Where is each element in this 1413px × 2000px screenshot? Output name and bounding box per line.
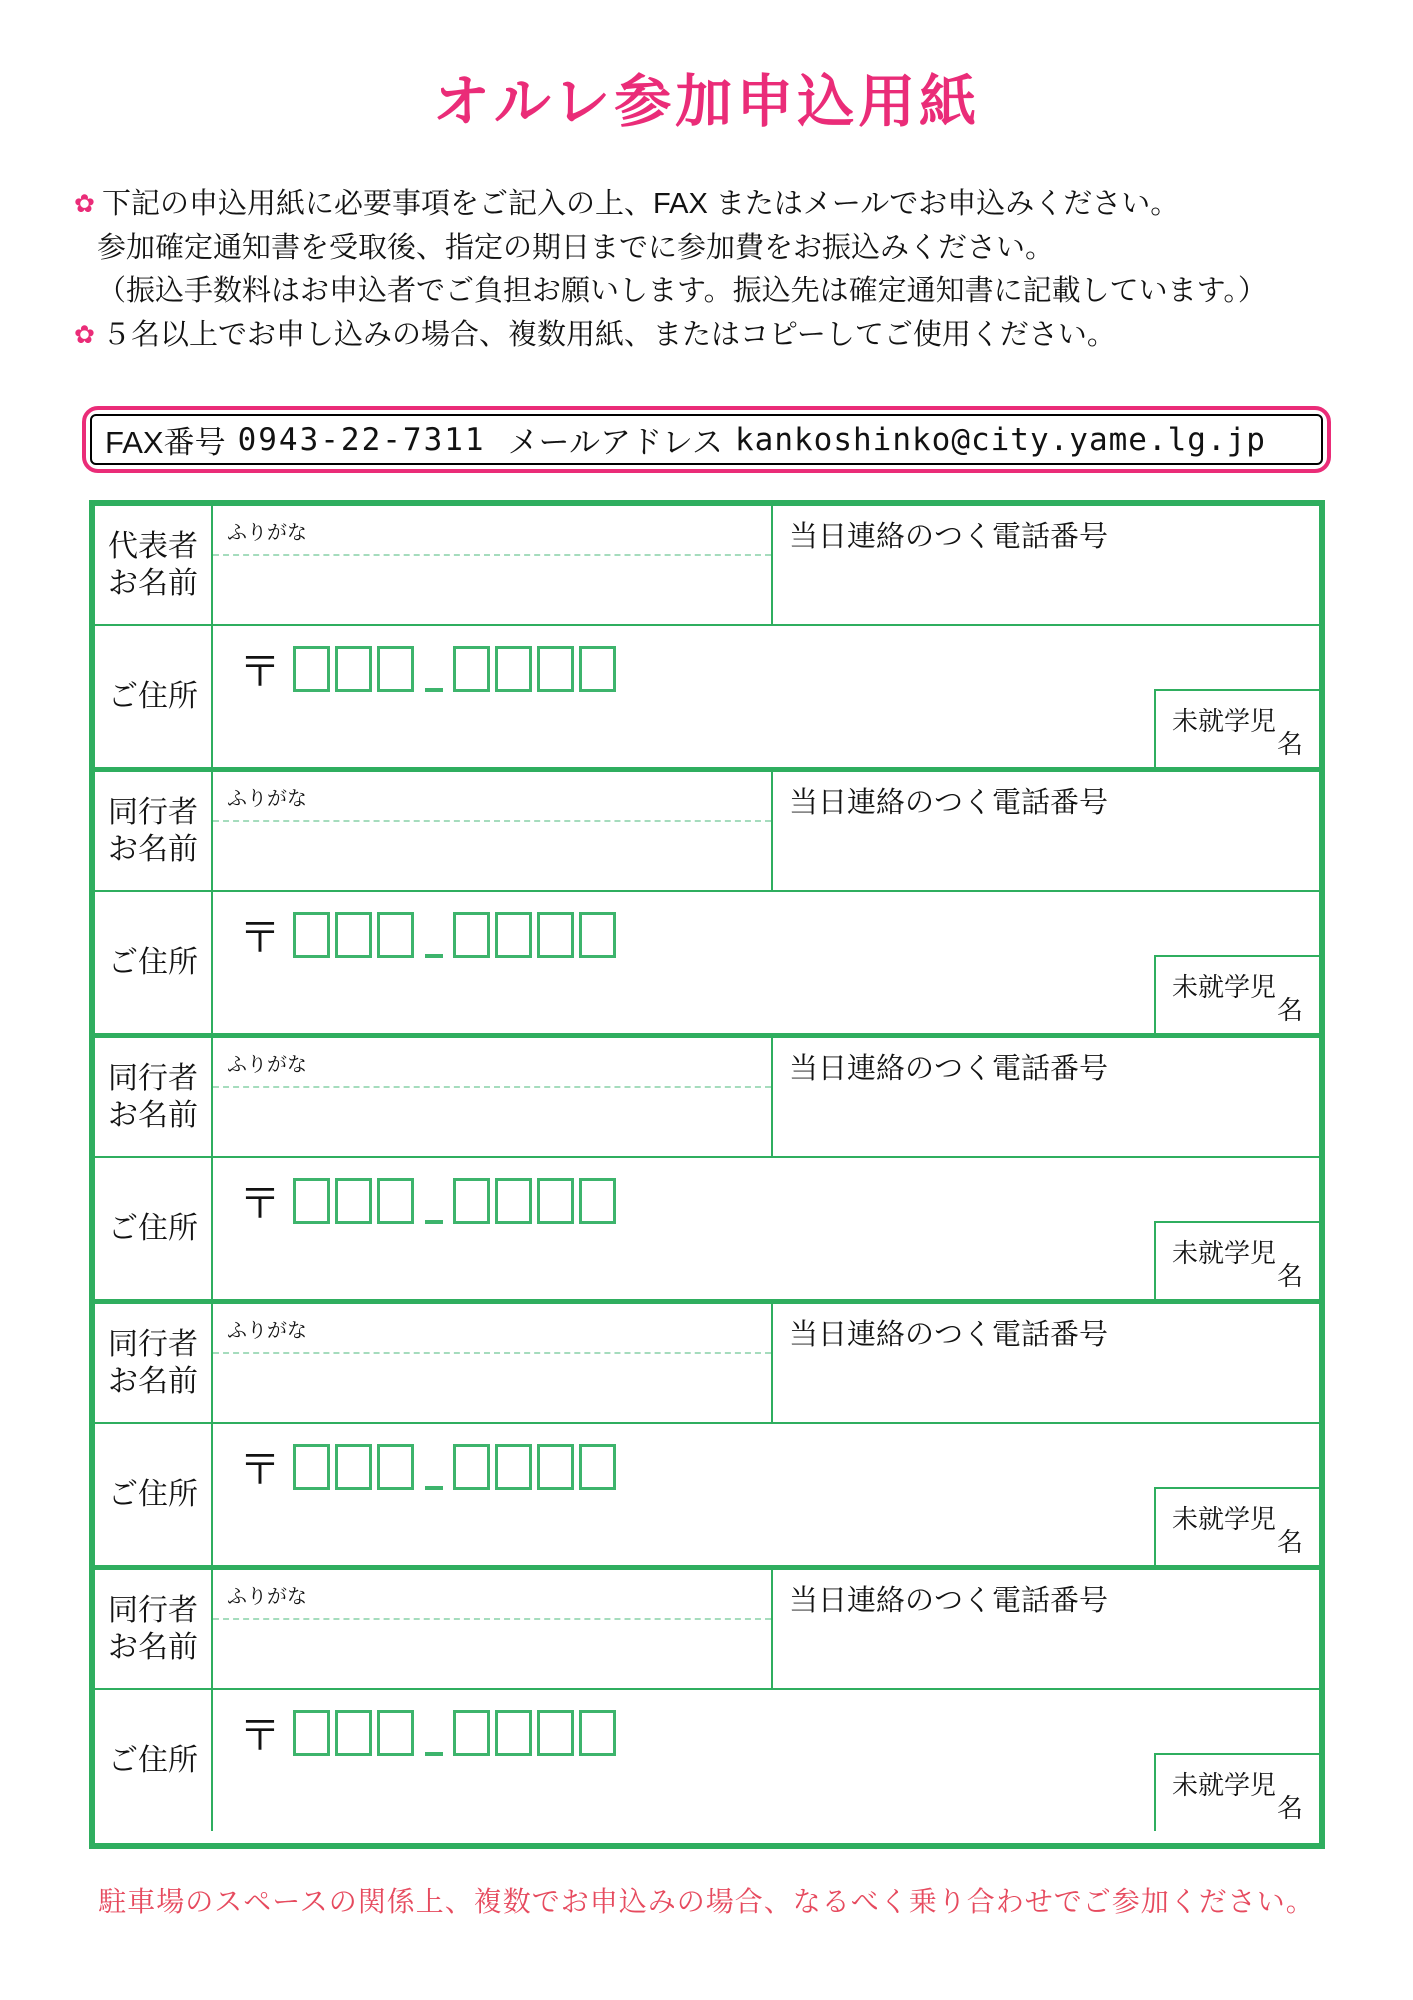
phone-label: 当日連絡のつく電話番号 (789, 787, 1109, 819)
applicant-block (95, 1299, 1319, 1565)
postal-code-box[interactable] (335, 646, 372, 692)
postal-code-box[interactable] (453, 646, 490, 692)
preschool-unit-label: 名 (1276, 1261, 1303, 1291)
intro-line (74, 314, 1334, 358)
preschool-unit-label: 名 (1276, 1793, 1303, 1823)
flower-bullet-icon: ✿ (74, 320, 95, 349)
role-name-label (95, 1304, 213, 1422)
applicant-block (95, 1565, 1319, 1831)
name-row (95, 772, 1319, 892)
address-label: ご住所 (95, 1424, 213, 1565)
postal-code-box[interactable] (537, 1444, 574, 1490)
furigana-label: ふりがな (227, 1320, 307, 1342)
name-row (95, 1304, 1319, 1424)
phone-label: 当日連絡のつく電話番号 (789, 521, 1109, 553)
address-row (95, 892, 1319, 1033)
phone-input-cell[interactable] (773, 506, 1319, 624)
postal-code-box[interactable] (579, 1710, 616, 1756)
postal-mark: 〒 (239, 1711, 282, 1759)
preschool-label: 未就学児 (1172, 1504, 1277, 1534)
fax-label: FAX番号 (105, 425, 226, 460)
address-input-cell[interactable] (213, 1424, 1319, 1565)
role-label-line1: 代表者 (108, 530, 198, 563)
preschool-count-box[interactable] (1154, 1221, 1319, 1299)
postal-dash (425, 688, 443, 692)
name-row (95, 1038, 1319, 1158)
name-row (95, 506, 1319, 626)
postal-code-box[interactable] (293, 1178, 330, 1224)
furigana-rule-line (213, 1618, 771, 1620)
postal-code-box[interactable] (377, 646, 414, 692)
flower-bullet-icon: ✿ (74, 190, 95, 218)
name-input-cell[interactable] (213, 1038, 773, 1156)
intro-text: 下記の申込用紙に必要事項をご記入の上、FAX またはメールでお申込みください。 (102, 188, 1180, 220)
fax-number: 0943-22-7311 (237, 421, 486, 458)
postal-code-box[interactable] (335, 1444, 372, 1490)
role-label-line1: 同行者 (108, 1328, 198, 1361)
postal-code-box[interactable] (453, 912, 490, 958)
address-row (95, 1158, 1319, 1299)
role-label-line1: 同行者 (108, 1062, 198, 1095)
name-input-cell[interactable] (213, 772, 773, 890)
role-label-line1: 同行者 (108, 1594, 198, 1627)
address-input-cell[interactable] (213, 1690, 1319, 1831)
address-label: ご住所 (95, 1158, 213, 1299)
parking-note: 駐車場のスペースの関係上、複数でお申込みの場合、なるべく乗り合わせでご参加ください。 (98, 1886, 1315, 1917)
name-row (95, 1570, 1319, 1690)
postal-code-box[interactable] (579, 912, 616, 958)
intro-line (74, 227, 1334, 271)
role-name-label (95, 1570, 213, 1688)
postal-code-box[interactable] (453, 1178, 490, 1224)
preschool-label: 未就学児 (1172, 1238, 1277, 1268)
postal-mark: 〒 (239, 1445, 282, 1493)
role-label-line2: お名前 (108, 567, 198, 600)
address-label: ご住所 (95, 1690, 213, 1831)
phone-label: 当日連絡のつく電話番号 (789, 1319, 1109, 1351)
applicant-block (95, 506, 1319, 767)
postal-code-box[interactable] (293, 1710, 330, 1756)
email-address: kankoshinko@city.yame.lg.jp (735, 421, 1266, 458)
postal-dash (425, 1220, 443, 1224)
postal-code-box[interactable] (377, 912, 414, 958)
postal-mark: 〒 (239, 1179, 282, 1227)
intro-text: （振込手数料はお申込者でご負担お願いします。振込先は確定通知書に記載しています。） (97, 275, 1267, 307)
postal-code-box[interactable] (495, 1178, 532, 1224)
intro-notes (74, 183, 1334, 357)
postal-code-field (239, 1178, 621, 1229)
page-title: オルレ参加申込用紙 (432, 70, 981, 134)
preschool-label: 未就学児 (1172, 1770, 1277, 1800)
postal-code-box[interactable] (453, 1444, 490, 1490)
postal-code-box[interactable] (293, 912, 330, 958)
fax-contact-inner (90, 414, 1323, 465)
phone-input-cell[interactable] (773, 772, 1319, 890)
postal-code-box[interactable] (377, 1444, 414, 1490)
intro-text: ５名以上でお申し込みの場合、複数用紙、またはコピーしてご使用ください。 (102, 318, 1116, 351)
phone-input-cell[interactable] (773, 1304, 1319, 1422)
postal-mark: 〒 (239, 647, 282, 695)
fax-contact-box (82, 406, 1331, 473)
preschool-label: 未就学児 (1172, 972, 1277, 1002)
preschool-unit-label: 名 (1276, 995, 1303, 1025)
preschool-label: 未就学児 (1172, 706, 1277, 736)
application-table (89, 500, 1325, 1849)
address-row (95, 1690, 1319, 1831)
postal-code-box[interactable] (537, 1178, 574, 1224)
postal-code-box[interactable] (495, 646, 532, 692)
phone-label: 当日連絡のつく電話番号 (789, 1585, 1109, 1617)
postal-code-box[interactable] (293, 646, 330, 692)
role-label-line2: お名前 (108, 833, 198, 866)
furigana-label: ふりがな (227, 1054, 307, 1076)
address-input-cell[interactable] (213, 626, 1319, 767)
role-label-line2: お名前 (108, 1365, 198, 1398)
postal-code-field (239, 912, 621, 963)
email-label: メールアドレス (507, 425, 724, 460)
postal-code-box[interactable] (579, 646, 616, 692)
address-input-cell[interactable] (213, 892, 1319, 1033)
phone-input-cell[interactable] (773, 1038, 1319, 1156)
name-input-cell[interactable] (213, 1570, 773, 1688)
role-name-label (95, 772, 213, 890)
postal-code-box[interactable] (335, 1178, 372, 1224)
postal-code-box[interactable] (579, 1178, 616, 1224)
postal-code-box[interactable] (495, 912, 532, 958)
postal-code-box[interactable] (453, 1710, 490, 1756)
applicant-block (95, 1033, 1319, 1299)
postal-code-field (239, 1444, 621, 1495)
preschool-count-box[interactable] (1154, 689, 1319, 767)
address-input-cell[interactable] (213, 1158, 1319, 1299)
address-row (95, 1424, 1319, 1565)
preschool-unit-label: 名 (1276, 729, 1303, 759)
furigana-rule-line (213, 554, 771, 556)
intro-line (74, 270, 1334, 314)
phone-input-cell[interactable] (773, 1570, 1319, 1688)
postal-code-box[interactable] (495, 1444, 532, 1490)
name-input-cell[interactable] (213, 506, 773, 624)
preschool-unit-label: 名 (1276, 1527, 1303, 1557)
role-name-label (95, 506, 213, 624)
postal-dash (425, 1486, 443, 1490)
postal-dash (425, 1752, 443, 1756)
role-name-label (95, 1038, 213, 1156)
postal-code-box[interactable] (495, 1710, 532, 1756)
furigana-label: ふりがな (227, 788, 307, 810)
postal-code-box[interactable] (335, 1710, 372, 1756)
postal-code-box[interactable] (335, 912, 372, 958)
preschool-count-box[interactable] (1154, 1753, 1319, 1831)
postal-code-box[interactable] (377, 1710, 414, 1756)
furigana-label: ふりがな (227, 522, 307, 544)
address-label: ご住所 (95, 892, 213, 1033)
postal-code-box[interactable] (537, 1710, 574, 1756)
postal-mark: 〒 (239, 913, 282, 961)
intro-line (74, 183, 1334, 227)
postal-code-box[interactable] (293, 1444, 330, 1490)
applicant-block (95, 767, 1319, 1033)
role-label-line1: 同行者 (108, 796, 198, 829)
role-label-line2: お名前 (108, 1099, 198, 1132)
address-row (95, 626, 1319, 767)
postal-code-box[interactable] (537, 646, 574, 692)
address-label: ご住所 (95, 626, 213, 767)
preschool-count-box[interactable] (1154, 1487, 1319, 1565)
postal-code-field (239, 1710, 621, 1761)
preschool-count-box[interactable] (1154, 955, 1319, 1033)
intro-text: 参加確定通知書を受取後、指定の期日までに参加費をお振込みください。 (97, 231, 1055, 264)
role-label-line2: お名前 (108, 1631, 198, 1664)
postal-code-field (239, 646, 621, 697)
furigana-rule-line (213, 820, 771, 822)
furigana-rule-line (213, 1086, 771, 1088)
postal-dash (425, 954, 443, 958)
name-input-cell[interactable] (213, 1304, 773, 1422)
phone-label: 当日連絡のつく電話番号 (789, 1053, 1109, 1085)
postal-code-box[interactable] (537, 912, 574, 958)
furigana-label: ふりがな (227, 1586, 307, 1608)
postal-code-box[interactable] (579, 1444, 616, 1490)
postal-code-box[interactable] (377, 1178, 414, 1224)
furigana-rule-line (213, 1352, 771, 1354)
